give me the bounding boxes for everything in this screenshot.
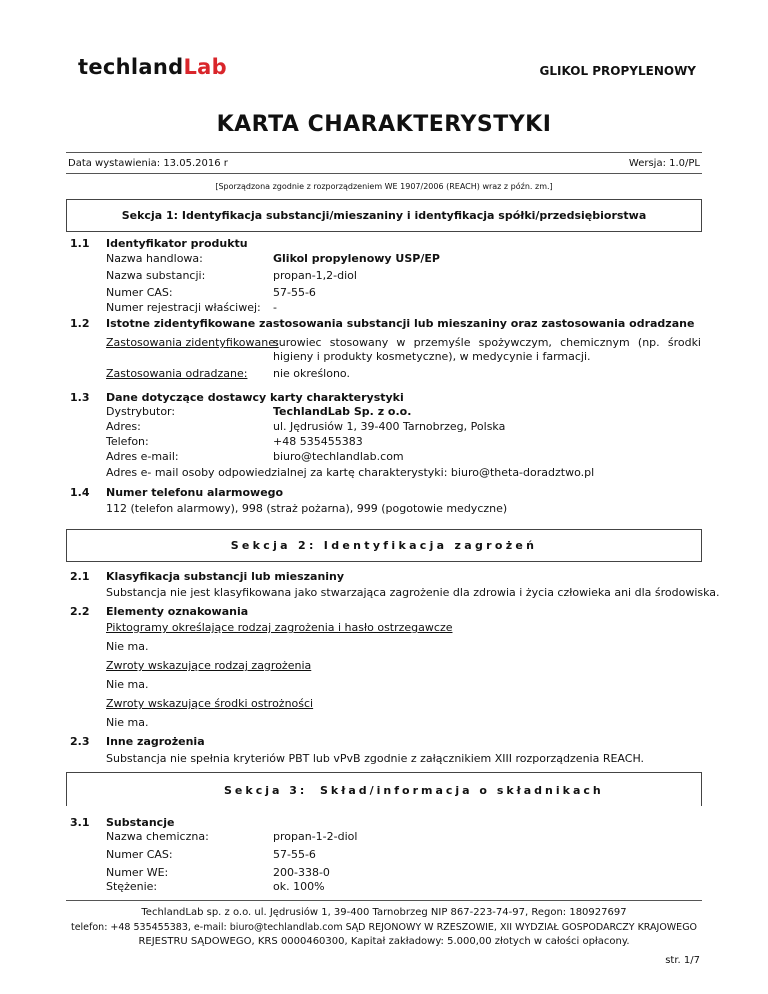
- product-header-title: GLIKOL PROPYLENOWY: [539, 64, 696, 78]
- supplier-label: Dystrybutor:: [106, 405, 176, 418]
- section1-header: [66, 199, 702, 232]
- section1-heading: Sekcja 1: Identyfikacja substancji/mieszaniny i identyfikacja spółki/przedsiębiorstwa: [121, 209, 647, 222]
- s13-number: 1.3: [70, 391, 90, 404]
- substance-label: Numer CAS:: [106, 848, 173, 861]
- emergency-phones: 112 (telefon alarmowy), 998 (straż pożarna), 999 (pogotowie medyczne): [106, 502, 508, 515]
- section2-heading: Sekcja 2: Identyfikacja zagrożeń: [230, 539, 538, 552]
- substance-value: propan-1-2-diol: [273, 830, 358, 843]
- supplier-label: Telefon:: [106, 435, 149, 448]
- s11-label: Nazwa substancji:: [106, 269, 206, 282]
- pictograms-value: Nie ma.: [106, 640, 149, 653]
- document-title: KARTA CHARAKTERYSTYKI: [216, 112, 552, 137]
- s11-value: Glikol propylenowy USP/EP: [273, 252, 440, 265]
- s11-label: Nazwa handlowa:: [106, 252, 203, 265]
- s31-number: 3.1: [70, 816, 90, 829]
- version: Wersja: 1.0/PL: [628, 158, 700, 169]
- company-logo: [78, 55, 227, 79]
- s13-title: Dane dotyczące dostawcy karty charakterystyki: [106, 391, 404, 404]
- footer-line2: telefon: +48 535455383, e-mail: biuro@techlandlab.com SĄD REJONOWY W RZESZOWIE, XII WYDZIAŁ GOSPODARCZY KRAJOWEGO: [70, 922, 698, 933]
- title-divider: [66, 152, 702, 153]
- supplier-value: +48 535455383: [273, 435, 363, 448]
- s21-number: 2.1: [70, 570, 90, 583]
- s11-label: Numer CAS:: [106, 286, 173, 299]
- classification-text: Substancja nie jest klasyfikowana jako stwarzająca zagrożenie dla zdrowia i życia człowieka ani dla środowiska.: [106, 586, 720, 599]
- s21-title: Klasyfikacja substancji lub mieszaniny: [106, 570, 345, 583]
- substance-value: 200-338-0: [273, 866, 330, 879]
- s11-value: -: [273, 301, 277, 314]
- logo-text-accent: Lab: [183, 55, 227, 79]
- s11-number: 1.1: [70, 237, 90, 250]
- s14-title: Numer telefonu alarmowego: [106, 486, 284, 499]
- section3-heading-number: Sekcja 3:: [224, 784, 308, 797]
- advised-uses-value: nie określono.: [273, 367, 350, 380]
- logo-text: techland: [78, 55, 184, 79]
- s22-number: 2.2: [70, 605, 90, 618]
- s23-title: Inne zagrożenia: [106, 735, 205, 748]
- substance-value: 57-55-6: [273, 848, 316, 861]
- section3-header: [66, 772, 702, 806]
- responsible-email: Adres e- mail osoby odpowiedzialnej za kartę charakterystyki: biuro@theta-doradztwo.pl: [106, 466, 595, 479]
- s22-title: Elementy oznakowania: [106, 605, 249, 618]
- substance-label: Numer WE:: [106, 866, 169, 879]
- supplier-label: Adres e-mail:: [106, 450, 179, 463]
- pictograms-label: Piktogramy określające rodzaj zagrożenia i hasło ostrzegawcze: [106, 621, 453, 634]
- s11-value: propan-1,2-diol: [273, 269, 357, 282]
- s11-value: 57-55-6: [273, 286, 316, 299]
- substance-value: ok. 100%: [273, 880, 325, 893]
- hazard-statements-value: Nie ma.: [106, 678, 149, 691]
- supplier-label: Adres:: [106, 420, 141, 433]
- s11-title: Identyfikator produktu: [106, 237, 248, 250]
- s12-number: 1.2: [70, 317, 90, 330]
- substance-label: Nazwa chemiczna:: [106, 830, 209, 843]
- identified-uses-value: surowiec stosowany w przemyśle spożywczym, chemicznym (np. środki higieny i produkty kosmetyczne), w medycynie i farmacji.: [273, 336, 701, 363]
- hazard-statements-label: Zwroty wskazujące rodzaj zagrożenia: [106, 659, 312, 672]
- section3-heading-title: Skład/informacja o składnikach: [320, 784, 604, 797]
- other-hazards-text: Substancja nie spełnia kryteriów PBT lub vPvB zgodnie z załącznikiem XIII rozporządzenia REACH.: [106, 752, 645, 765]
- supplier-email: biuro@techlandlab.com: [273, 450, 404, 463]
- substance-label: Stężenie:: [106, 880, 158, 893]
- s11-label: Numer rejestracji właściwej:: [106, 301, 261, 314]
- advised-uses-label: Zastosowania odradzane:: [106, 367, 248, 380]
- footer-divider: [66, 900, 702, 901]
- precaution-statements-label: Zwroty wskazujące środki ostrożności: [106, 697, 314, 710]
- s14-number: 1.4: [70, 486, 90, 499]
- supplier-value: ul. Jędrusiów 1, 39-400 Tarnobrzeg, Polska: [273, 420, 506, 433]
- identified-uses-label: Zastosowania zidentyfikowane:: [106, 336, 279, 349]
- regulation-note: [Sporządzona zgodnie z rozporządzeniem WE 1907/2006 (REACH) wraz z późn. zm.]: [215, 182, 553, 191]
- page-number: str. 1/7: [665, 955, 700, 966]
- meta-divider: [66, 173, 702, 174]
- footer-line1: TechlandLab sp. z o.o. ul. Jędrusiów 1, 39-400 Tarnobrzeg NIP 867-223-74-97, Regon: 180927697: [141, 907, 627, 918]
- section2-header: [66, 529, 702, 562]
- s31-title: Substancje: [106, 816, 175, 829]
- s23-number: 2.3: [70, 735, 90, 748]
- supplier-value: TechlandLab Sp. z o.o.: [273, 405, 412, 418]
- footer-line3: REJESTRU SĄDOWEGO, KRS 0000460300, Kapitał zakładowy: 5.000,00 złotych w całości opłacony.: [138, 936, 630, 947]
- issue-date: Data wystawienia: 13.05.2016 r: [68, 158, 228, 169]
- precaution-statements-value: Nie ma.: [106, 716, 149, 729]
- s12-title: Istotne zidentyfikowane zastosowania substancji lub mieszaniny oraz zastosowania odradzane: [106, 317, 695, 330]
